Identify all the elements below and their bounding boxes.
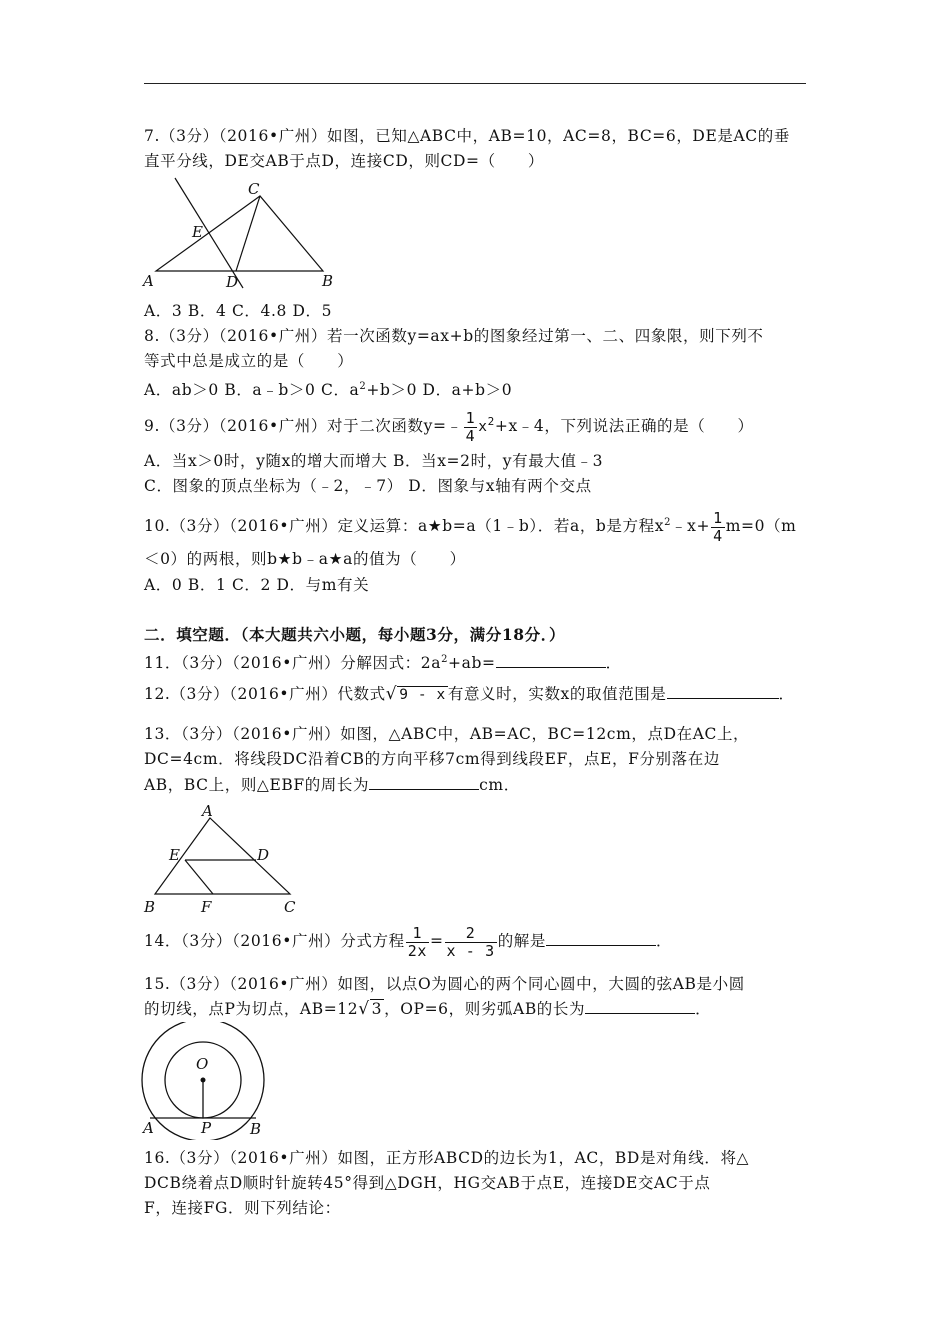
section-title: 二．填空题．（本大题共六小题，每小题3分，满分18分．） xyxy=(144,625,566,644)
q9-pre: 9.（3分）（2016•广州）对于二次函数y=﹣ xyxy=(144,417,463,436)
q10-post: m=0（m xyxy=(725,517,797,536)
q14-eq: = xyxy=(429,932,444,950)
q15-radical-sign: √ xyxy=(358,999,370,1019)
q14-f1-num: 1 xyxy=(412,923,423,942)
q12-text xyxy=(144,683,824,705)
q14-fraction-2 xyxy=(445,925,497,960)
q12-answer-blank[interactable] xyxy=(667,683,779,699)
q8-options-post: +b＞0 D．a+b＞0 xyxy=(366,381,513,400)
q15-answer-blank[interactable] xyxy=(585,998,695,1014)
q15-text-line2 xyxy=(144,998,824,1019)
q14-f1-den: 2x xyxy=(407,941,427,960)
q14-f2-num: 2 xyxy=(465,923,476,942)
q12-sqrt xyxy=(386,684,448,705)
q11-end: ． xyxy=(605,654,622,673)
q13-text-line2: DC=4cm．将线段DC沿着CB的方向平移7cm得到线段EF，点E，F分别落在边 xyxy=(144,750,720,768)
header-rule xyxy=(144,83,806,84)
q8-options-pre: A．ab＞0 B．a﹣b＞0 C．a xyxy=(144,381,360,400)
q14-f2-den: x - 3 xyxy=(446,941,495,960)
q9-options-cd: C．图象的顶点坐标为（﹣2，﹣7） D．图象与x轴有两个交点 xyxy=(144,477,592,495)
q13-text-line1: 13．（3分）（2016•广州）如图，△ABC中，AB=AC，BC=12cm，点D在AC上， xyxy=(144,725,750,743)
q15-line2-post: ，OP=6，则劣弧AB的长为 xyxy=(384,1000,586,1018)
q14-post: 的解是 xyxy=(497,932,547,950)
q12-end: ． xyxy=(778,685,795,703)
q15-label-a: A xyxy=(143,1119,154,1137)
q10-fraction xyxy=(711,510,725,545)
q8-options xyxy=(144,377,824,400)
q7-label-c: C xyxy=(248,180,260,198)
q10-mid: ﹣x+ xyxy=(671,517,711,536)
q14-fraction-1 xyxy=(406,925,429,960)
q12-post: 有意义时，实数x的取值范围是 xyxy=(447,685,667,703)
q16-text-line3: F，连接FG．则下列结论： xyxy=(144,1199,341,1217)
q11-sup: 2 xyxy=(441,654,449,665)
q8-text-line2: 等式中总是成立的是（ ） xyxy=(144,352,354,370)
q9-options-ab: A．当x＞0时，y随x的增大而增大 B．当x=2时，y有最大值﹣3 xyxy=(144,452,604,470)
q12-radical-sign: √ xyxy=(385,684,398,704)
q13-line3-pre: AB，BC上，则△EBF的周长为 xyxy=(144,776,370,794)
q10-frac-den: 4 xyxy=(713,526,723,545)
q13-triangle-figure xyxy=(140,800,310,918)
q9-frac-den: 4 xyxy=(465,426,476,445)
q13-label-b: B xyxy=(144,898,156,916)
q13-label-f: F xyxy=(201,898,212,916)
q15-text-line1: 15.（3分）（2016•广州）如图，以点O为圆心的两个同心圆中，大圆的弦AB是小圆 xyxy=(144,975,745,993)
q9-var: x xyxy=(478,419,488,436)
q15-line2-pre: 的切线，点P为切点，AB=12 xyxy=(144,1000,359,1018)
q10-pre: 10.（3分）（2016•广州）定义运算：a★b=a（1﹣b）．若a，b是方程x xyxy=(144,517,665,536)
q13-line3-post: cm． xyxy=(479,776,520,794)
q7-label-d: D xyxy=(226,273,239,291)
q16-text-line2: DCB绕着点D顺时针旋转45°得到△DGH，HG交AB于点E，连接DE交AC于点 xyxy=(144,1174,711,1192)
q15-end: ． xyxy=(695,1000,712,1018)
q16-text-line1: 16.（3分）（2016•广州）如图，正方形ABCD的边长为1，AC，BD是对角线．将△ xyxy=(144,1149,750,1167)
q7-options: A．3 B．4 C．4.8 D．5 xyxy=(144,302,333,320)
q15-sqrt xyxy=(358,999,384,1019)
q15-label-p: P xyxy=(201,1119,212,1137)
q10-text-line2: ＜0）的两根，则b★b﹣a★a的值为（ ） xyxy=(144,550,466,568)
q14-answer-blank[interactable] xyxy=(546,930,656,946)
q15-label-o: O xyxy=(196,1055,209,1073)
q13-answer-blank[interactable] xyxy=(369,774,479,790)
q15-radicand: 3 xyxy=(371,1000,383,1018)
q7-text-line2: 直平分线，DE交AB于点D，连接CD，则CD=（ ） xyxy=(144,152,545,170)
q7-triangle-figure xyxy=(140,176,340,294)
q15-circles-figure xyxy=(138,1022,273,1140)
q11-text xyxy=(144,650,824,673)
q9-post: +x﹣4，下列说法正确的是（ ） xyxy=(494,417,754,436)
q9-fraction xyxy=(464,410,478,445)
q10-text-line1 xyxy=(144,505,824,545)
q13-label-d: D xyxy=(257,846,270,864)
q13-label-a: A xyxy=(202,802,213,820)
q14-pre: 14．（3分）（2016•广州）分式方程 xyxy=(144,932,405,950)
q10-options: A．0 B．1 C．2 D．与m有关 xyxy=(144,576,370,594)
q9-sup: 2 xyxy=(487,415,495,428)
q11-post: +ab= xyxy=(448,654,496,673)
q10-frac-num: 1 xyxy=(713,508,723,527)
q7-label-a: A xyxy=(143,272,154,290)
q10-sup: 2 xyxy=(664,517,672,528)
q13-label-e: E xyxy=(169,846,180,864)
q12-radicand: 9 - x xyxy=(399,687,446,703)
q9-frac-num: 1 xyxy=(465,408,476,427)
q7-label-b: B xyxy=(322,272,334,290)
q8-text-line1: 8.（3分）（2016•广州）若一次函数y=ax+b的图象经过第一、二、四象限，则下列不 xyxy=(144,327,764,345)
q14-end: ． xyxy=(656,932,673,950)
q8-options-sup: 2 xyxy=(359,381,367,392)
q11-answer-blank[interactable] xyxy=(496,652,606,668)
q9-text xyxy=(144,404,824,445)
q13-label-c: C xyxy=(284,898,296,916)
q15-label-b: B xyxy=(250,1120,262,1138)
q14-text xyxy=(144,921,824,961)
q7-label-e: E xyxy=(192,223,203,241)
q12-pre: 12.（3分）（2016•广州）代数式 xyxy=(144,685,386,703)
q11-pre: 11．（3分）（2016•广州）分解因式：2a xyxy=(144,654,442,673)
q13-text-line3 xyxy=(144,774,824,795)
q7-text-line1: 7.（3分）（2016•广州）如图，已知△ABC中，AB=10，AC=8，BC=6，DE是AC的垂 xyxy=(144,127,790,145)
